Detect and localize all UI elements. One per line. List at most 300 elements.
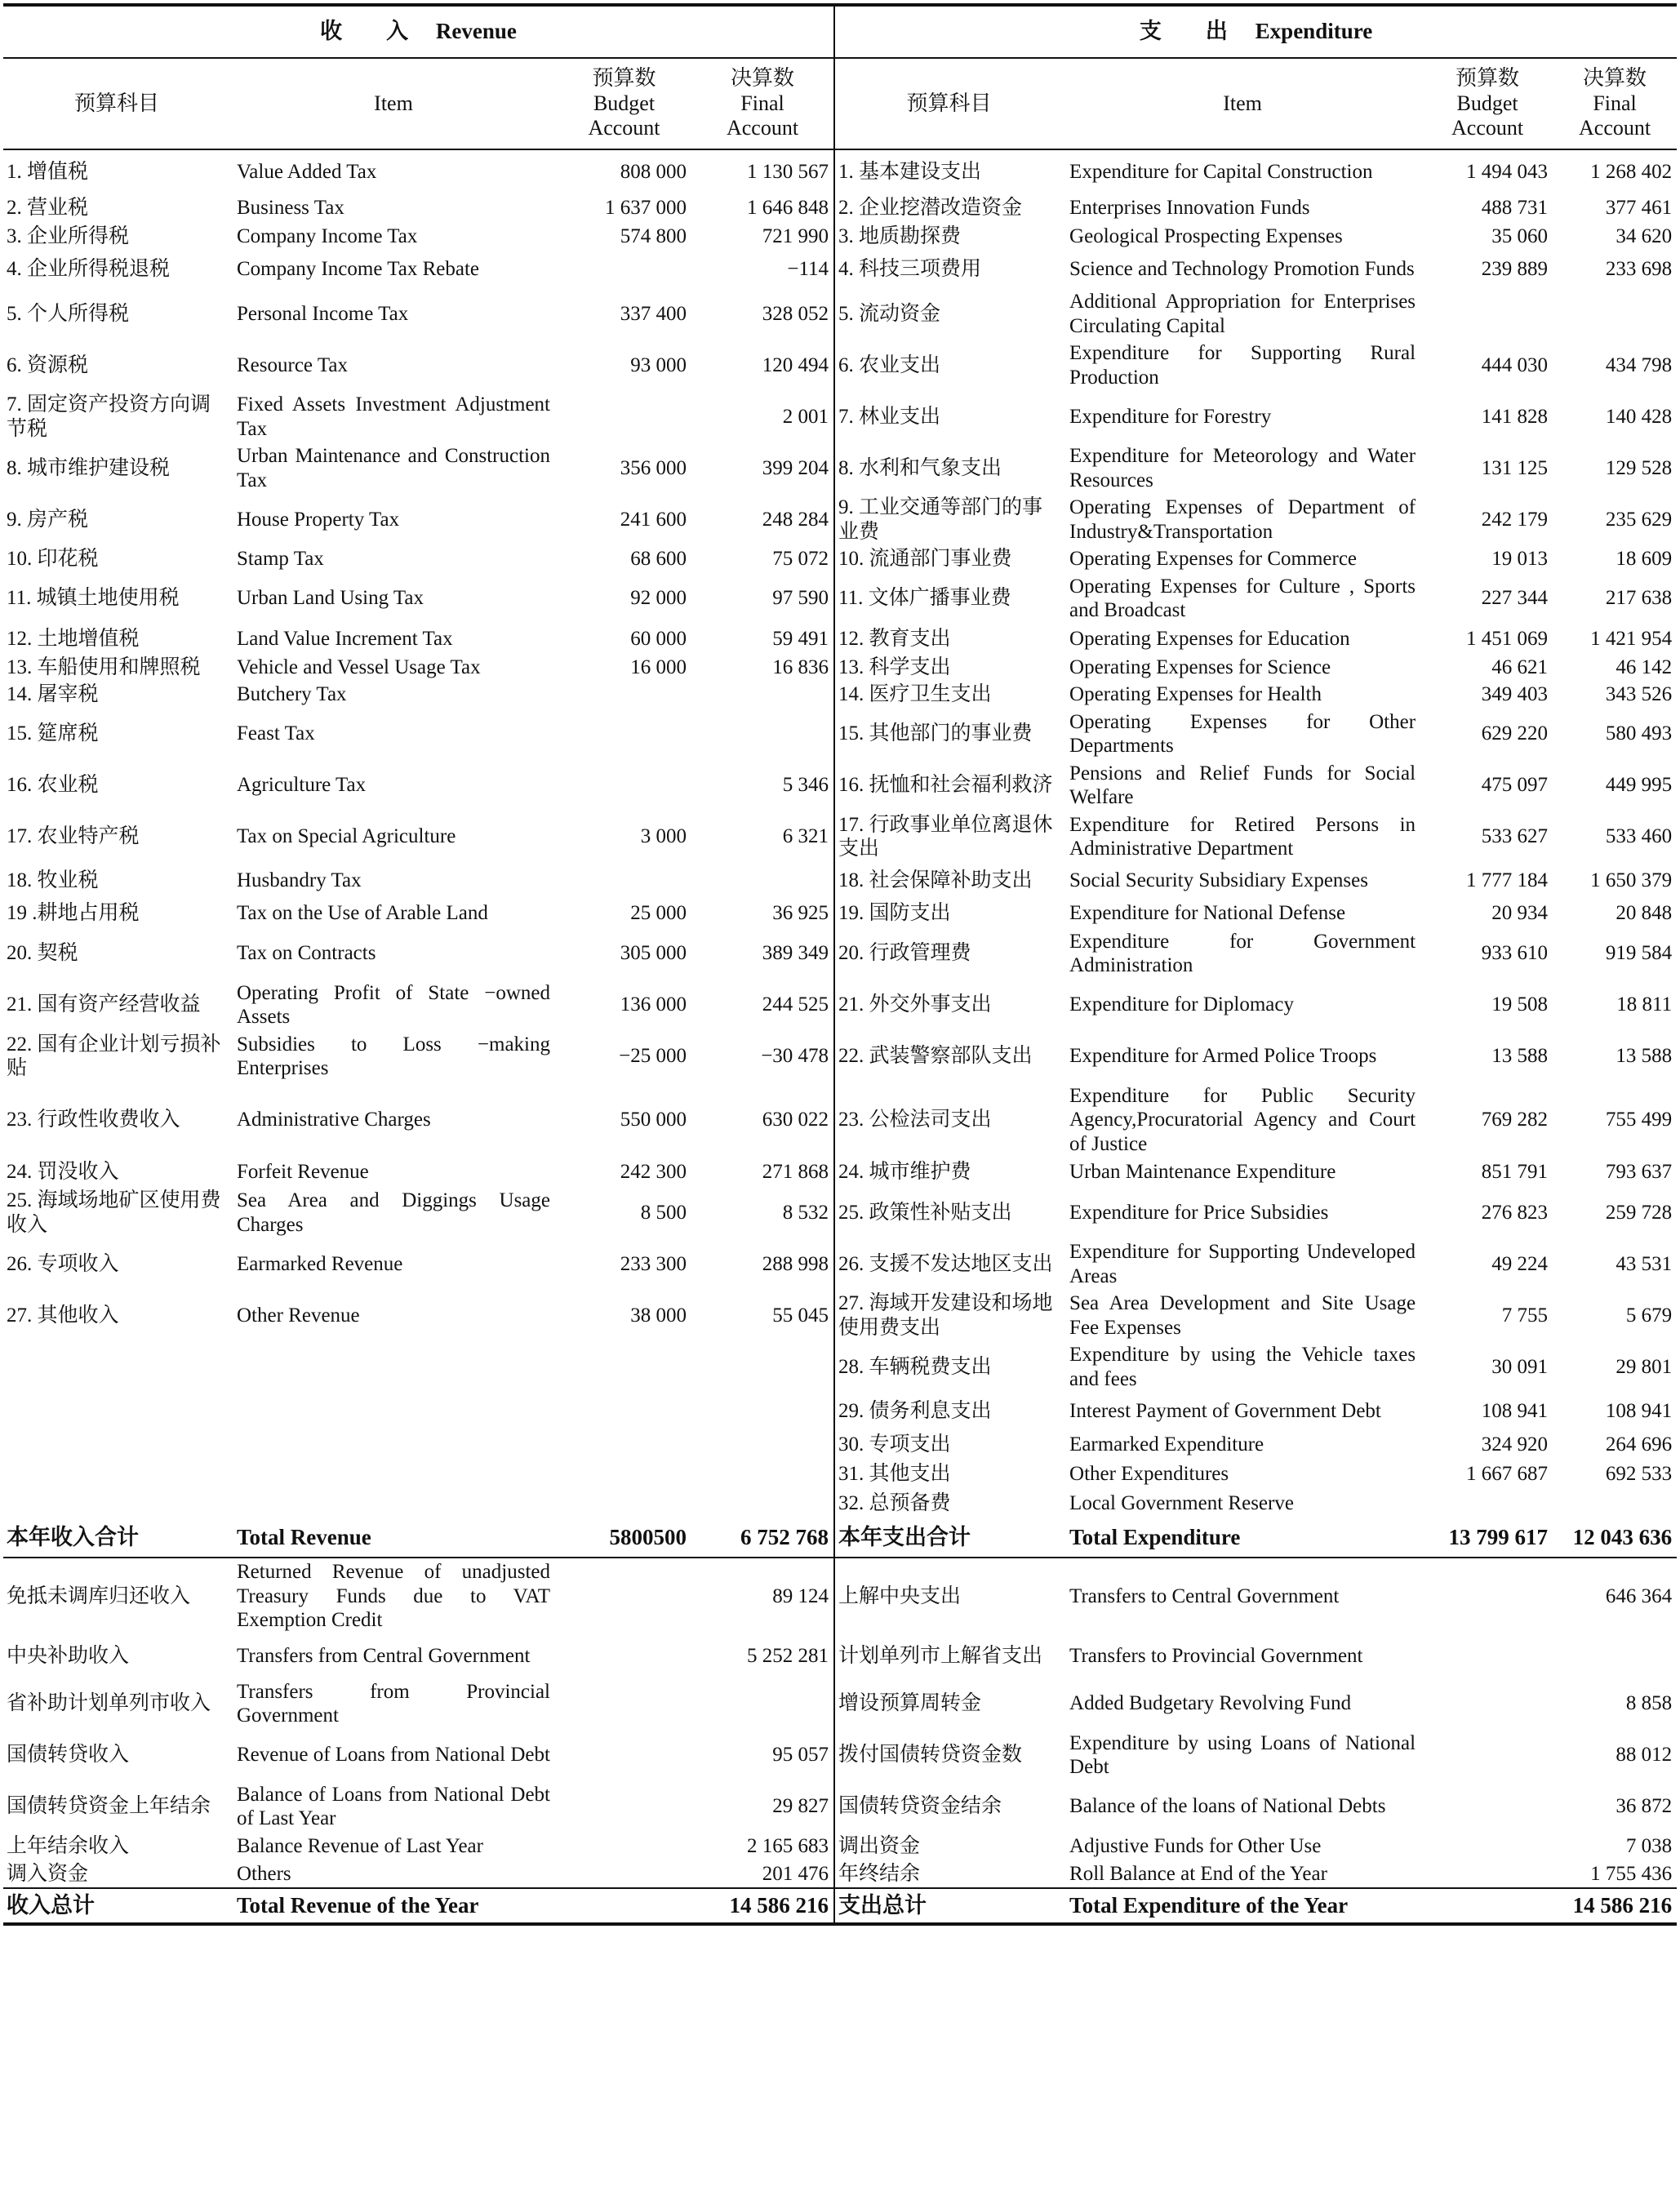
revenue-item: Tax on the Use of Arable Land bbox=[237, 901, 488, 924]
expenditure-final: 919 584 bbox=[1605, 942, 1673, 965]
grand-total-revenue-label-cn: 收入总计 bbox=[3, 1888, 230, 1924]
expenditure-final: 1 755 436 bbox=[1590, 1862, 1673, 1885]
expenditure-item: Expenditure for Armed Police Troops bbox=[1069, 1045, 1377, 1068]
revenue-final bbox=[691, 709, 834, 760]
revenue-code bbox=[3, 1393, 230, 1430]
revenue-budget: −25 000 bbox=[619, 1045, 687, 1068]
revenue-item: Balance of Loans from National Debt of Last Year bbox=[237, 1783, 550, 1829]
expenditure-code: 2. 企业挖潜改造资金 bbox=[834, 193, 1063, 223]
revenue-code: 26. 专项收入 bbox=[7, 1252, 119, 1275]
revenue-header-en: Revenue bbox=[435, 19, 517, 44]
grand-total-revenue-budget bbox=[557, 1888, 691, 1924]
expenditure-budget bbox=[1422, 1489, 1553, 1518]
expenditure-code: 7. 林业支出 bbox=[834, 391, 1063, 442]
expenditure-item: Operating Expenses for Commerce bbox=[1069, 548, 1358, 570]
revenue-budget bbox=[557, 1678, 691, 1730]
revenue-item: Agriculture Tax bbox=[237, 774, 367, 797]
revenue-final: 29 827 bbox=[772, 1795, 829, 1818]
lower-table-row bbox=[3, 1860, 1677, 1889]
revenue-budget: 92 000 bbox=[630, 587, 687, 610]
expenditure-budget: 324 920 bbox=[1481, 1433, 1549, 1456]
expenditure-item: Roll Balance at End of the Year bbox=[1069, 1862, 1327, 1885]
table-row bbox=[3, 709, 1677, 760]
expenditure-item: Operating Expenses for Health bbox=[1069, 683, 1322, 705]
expenditure-budget bbox=[1422, 1833, 1553, 1860]
revenue-budget bbox=[557, 1781, 691, 1833]
revenue-budget: 68 600 bbox=[630, 548, 687, 570]
revenue-code: 调入资金 bbox=[7, 1862, 89, 1885]
table-row bbox=[3, 928, 1677, 980]
expenditure-final: 377 461 bbox=[1605, 197, 1673, 220]
revenue-budget: 60 000 bbox=[630, 627, 687, 650]
column-header-row bbox=[3, 58, 1677, 149]
revenue-code: 5. 个人所得税 bbox=[7, 302, 130, 325]
revenue-budget: 241 600 bbox=[620, 508, 687, 531]
revenue-final: 36 925 bbox=[772, 901, 829, 924]
revenue-budget: 808 000 bbox=[620, 160, 687, 183]
revenue-code: 国债转贷收入 bbox=[7, 1744, 130, 1767]
revenue-item: Urban Land Using Tax bbox=[237, 587, 424, 610]
table-row bbox=[3, 149, 1677, 193]
expenditure-budget: 19 508 bbox=[1491, 993, 1549, 1016]
expenditure-budget: 35 060 bbox=[1491, 225, 1549, 248]
grand-total-revenue-label-en: Total Revenue of the Year bbox=[230, 1888, 557, 1924]
grand-total-expenditure-label-cn: 支出总计 bbox=[834, 1888, 1063, 1924]
revenue-final: 271 868 bbox=[762, 1161, 829, 1184]
expenditure-item: Operating Expenses for Other Departments bbox=[1069, 710, 1416, 757]
expenditure-final: 755 499 bbox=[1605, 1109, 1673, 1131]
expenditure-item: Operating Expenses for Culture , Sports and Broadcast bbox=[1069, 575, 1416, 621]
revenue-item: Personal Income Tax bbox=[237, 302, 409, 325]
revenue-final: 75 072 bbox=[772, 548, 829, 570]
expenditure-budget bbox=[1422, 1634, 1553, 1678]
expenditure-item: Expenditure for Capital Construction bbox=[1069, 160, 1373, 183]
expenditure-code: 30. 专项支出 bbox=[834, 1430, 1063, 1460]
expenditure-budget: 227 344 bbox=[1481, 587, 1549, 610]
revenue-code: 23. 行政性收费收入 bbox=[7, 1109, 180, 1131]
expenditure-code: 32. 总预备费 bbox=[834, 1489, 1063, 1518]
revenue-section-header bbox=[3, 5, 834, 58]
expenditure-code: 17. 行政事业单位离退休支出 bbox=[834, 811, 1063, 863]
revenue-final: 328 052 bbox=[762, 302, 829, 325]
revenue-budget bbox=[557, 1460, 691, 1489]
expenditure-budget bbox=[1422, 288, 1553, 340]
expenditure-budget: 533 627 bbox=[1481, 825, 1549, 848]
table-row bbox=[3, 545, 1677, 573]
expenditure-budget: 851 791 bbox=[1481, 1161, 1549, 1184]
revenue-code: 2. 营业税 bbox=[7, 197, 89, 220]
revenue-code: 27. 其他收入 bbox=[7, 1304, 119, 1327]
table-row bbox=[3, 1460, 1677, 1489]
revenue-item bbox=[230, 1393, 557, 1430]
expenditure-budget: 1 777 184 bbox=[1466, 869, 1549, 891]
table-row bbox=[3, 1489, 1677, 1518]
expenditure-item: Sea Area Development and Site Usage Fee Expenses bbox=[1069, 1292, 1416, 1339]
revenue-item: Forfeit Revenue bbox=[237, 1161, 369, 1184]
grand-total-section bbox=[3, 1888, 1677, 1924]
revenue-code: 16. 农业税 bbox=[7, 774, 99, 797]
expenditure-item: Science and Technology Promotion Funds bbox=[1069, 258, 1415, 281]
revenue-final: 120 494 bbox=[762, 353, 829, 376]
expenditure-item: Other Expenditures bbox=[1069, 1463, 1229, 1486]
revenue-final bbox=[691, 1489, 834, 1518]
expenditure-final: 434 798 bbox=[1605, 353, 1673, 376]
revenue-item: House Property Tax bbox=[237, 508, 400, 531]
grand-total-expenditure-label-en: Total Expenditure of the Year bbox=[1063, 1888, 1422, 1924]
expenditure-final bbox=[1553, 1489, 1677, 1518]
revenue-budget: 8 500 bbox=[640, 1201, 687, 1224]
revenue-final bbox=[691, 681, 834, 709]
grand-total-expenditure-budget bbox=[1422, 1888, 1553, 1924]
expenditure-final: 7 038 bbox=[1625, 1834, 1673, 1857]
expenditure-budget: 239 889 bbox=[1481, 258, 1549, 281]
expenditure-budget: 276 823 bbox=[1481, 1201, 1549, 1224]
expenditure-final: 140 428 bbox=[1605, 405, 1673, 428]
revenue-final: 8 532 bbox=[782, 1201, 829, 1224]
revenue-code: 15. 筵席税 bbox=[7, 722, 99, 745]
expenditure-budget: 30 091 bbox=[1491, 1355, 1549, 1378]
expenditure-code: 22. 武装警察部队支出 bbox=[834, 1031, 1063, 1082]
col-budget-cn: 预算数 bbox=[592, 65, 656, 90]
revenue-final: 59 491 bbox=[772, 627, 829, 650]
table-row bbox=[3, 760, 1677, 811]
expenditure-item: Geological Prospecting Expenses bbox=[1069, 225, 1343, 248]
total-expenditure-label-cn: 本年支出合计 bbox=[834, 1518, 1063, 1558]
lower-table-row bbox=[3, 1558, 1677, 1634]
expenditure-item: Expenditure by using Loans of National Debt bbox=[1069, 1731, 1416, 1778]
expenditure-code: 8. 水利和气象支出 bbox=[834, 442, 1063, 494]
revenue-budget bbox=[557, 681, 691, 709]
expenditure-code: 29. 债务利息支出 bbox=[834, 1393, 1063, 1430]
revenue-final: 16 836 bbox=[772, 656, 829, 678]
expenditure-budget: 1 667 687 bbox=[1466, 1463, 1549, 1486]
expenditure-code: 23. 公检法司支出 bbox=[834, 1082, 1063, 1158]
expenditure-code: 21. 外交外事支出 bbox=[834, 980, 1063, 1031]
expenditure-final: 259 728 bbox=[1605, 1201, 1673, 1224]
revenue-budget bbox=[557, 1833, 691, 1860]
revenue-code: 8. 城市维护建设税 bbox=[7, 456, 171, 479]
revenue-item: Resource Tax bbox=[237, 353, 348, 376]
expenditure-final: 235 629 bbox=[1605, 508, 1673, 531]
revenue-item: Butchery Tax bbox=[237, 683, 347, 705]
table-row bbox=[3, 624, 1677, 654]
revenue-code bbox=[3, 1341, 230, 1393]
expenditure-budget: 19 013 bbox=[1491, 548, 1549, 570]
revenue-final: 1 646 848 bbox=[747, 197, 829, 220]
expenditure-item: Transfers to Provincial Government bbox=[1069, 1644, 1363, 1667]
table-row bbox=[3, 899, 1677, 928]
table-row bbox=[3, 1158, 1677, 1187]
revenue-item: Tax on Contracts bbox=[237, 942, 376, 965]
expenditure-item: Adjustive Funds for Other Use bbox=[1069, 1834, 1322, 1857]
revenue-budget: 574 800 bbox=[620, 225, 687, 248]
expenditure-item: Urban Maintenance Expenditure bbox=[1069, 1161, 1336, 1184]
revenue-final: 55 045 bbox=[772, 1304, 829, 1327]
col-budget-expenditure bbox=[1422, 58, 1553, 149]
expenditure-budget bbox=[1422, 1558, 1553, 1634]
revenue-item: Transfers from Provincial Government bbox=[237, 1680, 550, 1727]
expenditure-code: 9. 工业交通等部门的事业费 bbox=[834, 494, 1063, 545]
revenue-code bbox=[3, 1489, 230, 1518]
table-row bbox=[3, 654, 1677, 682]
revenue-final: 6 321 bbox=[782, 825, 829, 848]
expenditure-code: 计划单列市上解省支出 bbox=[834, 1634, 1063, 1678]
lower-table-row bbox=[3, 1781, 1677, 1833]
expenditure-item: Expenditure for Diplomacy bbox=[1069, 993, 1294, 1016]
grand-total-revenue-final: 14 586 216 bbox=[691, 1888, 834, 1924]
revenue-budget: 356 000 bbox=[620, 456, 687, 479]
table-row bbox=[3, 442, 1677, 494]
revenue-item: Company Income Tax bbox=[237, 225, 418, 248]
expenditure-budget bbox=[1422, 1781, 1553, 1833]
revenue-final bbox=[691, 863, 834, 899]
expenditure-code: 上解中央支出 bbox=[834, 1558, 1063, 1634]
expenditure-final bbox=[1553, 1634, 1677, 1678]
expenditure-header-en: Expenditure bbox=[1255, 19, 1373, 44]
expenditure-code: 15. 其他部门的事业费 bbox=[834, 709, 1063, 760]
table-row bbox=[3, 863, 1677, 899]
expenditure-code: 26. 支援不发达地区支出 bbox=[834, 1238, 1063, 1290]
table-row bbox=[3, 1082, 1677, 1158]
expenditure-item: Local Government Reserve bbox=[1069, 1492, 1294, 1515]
expenditure-budget: 49 224 bbox=[1491, 1252, 1549, 1275]
revenue-final: 5 346 bbox=[782, 774, 829, 797]
revenue-budget: 1 637 000 bbox=[605, 197, 687, 220]
expenditure-code: 5. 流动资金 bbox=[834, 288, 1063, 340]
expenditure-budget: 769 282 bbox=[1481, 1109, 1549, 1131]
revenue-budget: 550 000 bbox=[620, 1109, 687, 1131]
revenue-final: −114 bbox=[787, 258, 829, 281]
expenditure-code: 1. 基本建设支出 bbox=[834, 149, 1063, 193]
revenue-budget bbox=[557, 1730, 691, 1781]
lower-table-row bbox=[3, 1634, 1677, 1678]
revenue-final bbox=[691, 1460, 834, 1489]
expenditure-final: 793 637 bbox=[1605, 1161, 1673, 1184]
revenue-item bbox=[230, 1430, 557, 1460]
table-row bbox=[3, 573, 1677, 624]
revenue-budget: 16 000 bbox=[630, 656, 687, 678]
table-row bbox=[3, 1430, 1677, 1460]
revenue-header-cn: 收 入 bbox=[320, 19, 409, 44]
revenue-code: 25. 海域场地矿区使用费收入 bbox=[7, 1189, 221, 1236]
expenditure-final: 343 526 bbox=[1605, 683, 1673, 705]
table-row bbox=[3, 340, 1677, 391]
expenditure-budget: 488 731 bbox=[1481, 197, 1549, 220]
revenue-final bbox=[691, 1430, 834, 1460]
section-header-row bbox=[3, 5, 1677, 58]
revenue-final bbox=[691, 1678, 834, 1730]
revenue-code: 22. 国有企业计划亏损补贴 bbox=[7, 1033, 221, 1079]
revenue-budget: 242 300 bbox=[620, 1161, 687, 1184]
expenditure-code: 11. 文体广播事业费 bbox=[834, 573, 1063, 624]
revenue-budget: 3 000 bbox=[640, 825, 687, 848]
revenue-item: Vehicle and Vessel Usage Tax bbox=[237, 656, 481, 678]
table-row bbox=[3, 193, 1677, 223]
expenditure-final: 108 941 bbox=[1605, 1400, 1673, 1423]
expenditure-final: 5 679 bbox=[1625, 1304, 1673, 1327]
expenditure-budget: 13 588 bbox=[1491, 1045, 1549, 1068]
revenue-code: 12. 土地增值税 bbox=[7, 627, 140, 650]
revenue-item: Fixed Assets Investment Adjustment Tax bbox=[237, 393, 550, 440]
revenue-item: Stamp Tax bbox=[237, 548, 324, 570]
table-row bbox=[3, 1238, 1677, 1290]
table-row bbox=[3, 1290, 1677, 1341]
expenditure-budget: 108 941 bbox=[1481, 1400, 1549, 1423]
expenditure-final: 533 460 bbox=[1605, 825, 1673, 848]
revenue-final: 389 349 bbox=[762, 942, 829, 965]
revenue-code: 上年结余收入 bbox=[7, 1834, 130, 1857]
expenditure-item: Expenditure for Meteorology and Water Resources bbox=[1069, 445, 1416, 491]
col-final-en2: Account bbox=[726, 116, 799, 140]
revenue-budget: 337 400 bbox=[620, 302, 687, 325]
revenue-code: 18. 牧业税 bbox=[7, 869, 99, 891]
revenue-code: 24. 罚没收入 bbox=[7, 1161, 119, 1184]
expenditure-code: 拨付国债转贷资金数 bbox=[834, 1730, 1063, 1781]
col-final-cn: 决算数 bbox=[1583, 65, 1647, 90]
expenditure-code: 16. 抚恤和社会福利救济 bbox=[834, 760, 1063, 811]
col-budget-en1: Budget bbox=[593, 91, 656, 115]
table-row bbox=[3, 1341, 1677, 1393]
revenue-budget bbox=[557, 1860, 691, 1889]
total-expenditure-final: 12 043 636 bbox=[1553, 1518, 1677, 1558]
expenditure-code: 24. 城市维护费 bbox=[834, 1158, 1063, 1187]
revenue-code: 10. 印花税 bbox=[7, 548, 99, 570]
revenue-final: 630 022 bbox=[762, 1109, 829, 1131]
expenditure-item: Expenditure for Public Security Agency,Procuratorial Agency and Court of Justice bbox=[1069, 1084, 1416, 1155]
expenditure-code: 25. 政策性补贴支出 bbox=[834, 1187, 1063, 1238]
revenue-final: 721 990 bbox=[762, 225, 829, 248]
totals-row bbox=[3, 1518, 1677, 1558]
col-budget-en2: Account bbox=[1451, 116, 1524, 140]
expenditure-final: 264 696 bbox=[1605, 1433, 1673, 1456]
expenditure-final: 88 012 bbox=[1616, 1744, 1673, 1767]
revenue-final bbox=[691, 1341, 834, 1393]
col-budget-en1: Budget bbox=[1456, 91, 1518, 115]
table-row bbox=[3, 251, 1677, 288]
expenditure-code: 12. 教育支出 bbox=[834, 624, 1063, 654]
revenue-code: 20. 契税 bbox=[7, 942, 78, 965]
col-item-expenditure: Item bbox=[1063, 58, 1422, 149]
lower-table-row bbox=[3, 1678, 1677, 1730]
revenue-code bbox=[3, 1460, 230, 1489]
expenditure-final: 20 848 bbox=[1616, 901, 1673, 924]
revenue-code: 7. 固定资产投资方向调节税 bbox=[7, 393, 211, 440]
expenditure-item: Earmarked Expenditure bbox=[1069, 1433, 1264, 1456]
main-rows bbox=[3, 149, 1677, 1518]
revenue-final: 288 998 bbox=[762, 1252, 829, 1275]
expenditure-item: Pensions and Relief Funds for Social Welfare bbox=[1069, 762, 1416, 808]
expenditure-budget: 242 179 bbox=[1481, 508, 1549, 531]
revenue-code: 免抵未调库归还收入 bbox=[7, 1584, 191, 1607]
total-expenditure-label-en: Total Expenditure bbox=[1063, 1518, 1422, 1558]
expenditure-item: Balance of the loans of National Debts bbox=[1069, 1795, 1386, 1818]
revenue-item: Company Income Tax Rebate bbox=[237, 258, 480, 281]
expenditure-code: 18. 社会保障补助支出 bbox=[834, 863, 1063, 899]
revenue-item bbox=[230, 1460, 557, 1489]
table-row bbox=[3, 288, 1677, 340]
col-final-en1: Final bbox=[1593, 91, 1637, 115]
expenditure-item: Social Security Subsidiary Expenses bbox=[1069, 869, 1368, 891]
expenditure-final: 18 609 bbox=[1616, 548, 1673, 570]
revenue-code: 中央补助收入 bbox=[7, 1644, 130, 1667]
budget-table bbox=[3, 3, 1677, 1926]
expenditure-budget: 131 125 bbox=[1481, 456, 1549, 479]
col-budget-revenue bbox=[557, 58, 691, 149]
expenditure-final: 1 421 954 bbox=[1590, 627, 1673, 650]
revenue-code: 14. 屠宰税 bbox=[7, 683, 99, 705]
revenue-item: Other Revenue bbox=[237, 1304, 360, 1327]
total-revenue-final: 6 752 768 bbox=[691, 1518, 834, 1558]
expenditure-code: 6. 农业支出 bbox=[834, 340, 1063, 391]
expenditure-budget bbox=[1422, 1730, 1553, 1781]
revenue-final: 399 204 bbox=[762, 456, 829, 479]
expenditure-item: Interest Payment of Government Debt bbox=[1069, 1400, 1381, 1423]
revenue-budget bbox=[557, 1558, 691, 1634]
revenue-final: 5 252 281 bbox=[747, 1644, 829, 1667]
expenditure-code: 年终结余 bbox=[834, 1860, 1063, 1889]
expenditure-code: 国债转贷资金结余 bbox=[834, 1781, 1063, 1833]
revenue-code: 国债转贷资金上年结余 bbox=[7, 1795, 211, 1818]
expenditure-final: 8 858 bbox=[1625, 1692, 1673, 1715]
revenue-budget: 25 000 bbox=[630, 901, 687, 924]
col-final-cn: 决算数 bbox=[731, 65, 795, 90]
revenue-code: 13. 车船使用和牌照税 bbox=[7, 656, 201, 678]
table-row bbox=[3, 1187, 1677, 1238]
revenue-item: Business Tax bbox=[237, 197, 344, 220]
revenue-code: 省补助计划单列市收入 bbox=[7, 1692, 211, 1715]
table-row bbox=[3, 1393, 1677, 1430]
expenditure-budget: 444 030 bbox=[1481, 353, 1549, 376]
revenue-item: Feast Tax bbox=[237, 722, 315, 745]
col-code-expenditure: 预算科目 bbox=[834, 58, 1063, 149]
revenue-item: Administrative Charges bbox=[237, 1109, 431, 1131]
revenue-item: Earmarked Revenue bbox=[237, 1252, 403, 1275]
col-budget-en2: Account bbox=[588, 116, 660, 140]
table-row bbox=[3, 494, 1677, 545]
expenditure-final: 43 531 bbox=[1616, 1252, 1673, 1275]
total-revenue-label-cn: 本年收入合计 bbox=[3, 1518, 230, 1558]
revenue-item: Tax on Special Agriculture bbox=[237, 825, 456, 848]
expenditure-final: 449 995 bbox=[1605, 774, 1673, 797]
expenditure-code: 10. 流通部门事业费 bbox=[834, 545, 1063, 573]
revenue-item: Husbandry Tax bbox=[237, 869, 362, 891]
expenditure-budget bbox=[1422, 1678, 1553, 1730]
expenditure-item: Enterprises Innovation Funds bbox=[1069, 197, 1310, 220]
revenue-final: −30 478 bbox=[761, 1045, 829, 1068]
table-row bbox=[3, 223, 1677, 251]
expenditure-final: 646 364 bbox=[1605, 1584, 1673, 1607]
expenditure-code: 增设预算周转金 bbox=[834, 1678, 1063, 1730]
expenditure-item: Expenditure for Supporting Rural Production bbox=[1069, 342, 1416, 389]
table-row bbox=[3, 811, 1677, 863]
grand-total-row bbox=[3, 1888, 1677, 1924]
revenue-budget: 305 000 bbox=[620, 942, 687, 965]
revenue-budget bbox=[557, 1634, 691, 1678]
expenditure-item: Additional Appropriation for Enterprises Circulating Capital bbox=[1069, 291, 1416, 337]
expenditure-item: Operating Expenses of Department of Industry&Transportation bbox=[1069, 496, 1416, 543]
expenditure-item: Expenditure for Price Subsidies bbox=[1069, 1201, 1329, 1224]
revenue-budget: 136 000 bbox=[620, 993, 687, 1016]
expenditure-code: 13. 科学支出 bbox=[834, 654, 1063, 682]
revenue-code: 4. 企业所得税退税 bbox=[7, 258, 171, 281]
lower-rows bbox=[3, 1558, 1677, 1888]
revenue-final: 95 057 bbox=[772, 1744, 829, 1767]
revenue-budget bbox=[557, 1393, 691, 1430]
table-row bbox=[3, 1031, 1677, 1082]
revenue-final: 97 590 bbox=[772, 587, 829, 610]
revenue-item: Returned Revenue of unadjusted Treasury Funds due to VAT Exemption Credit bbox=[237, 1561, 550, 1631]
revenue-budget bbox=[557, 391, 691, 442]
